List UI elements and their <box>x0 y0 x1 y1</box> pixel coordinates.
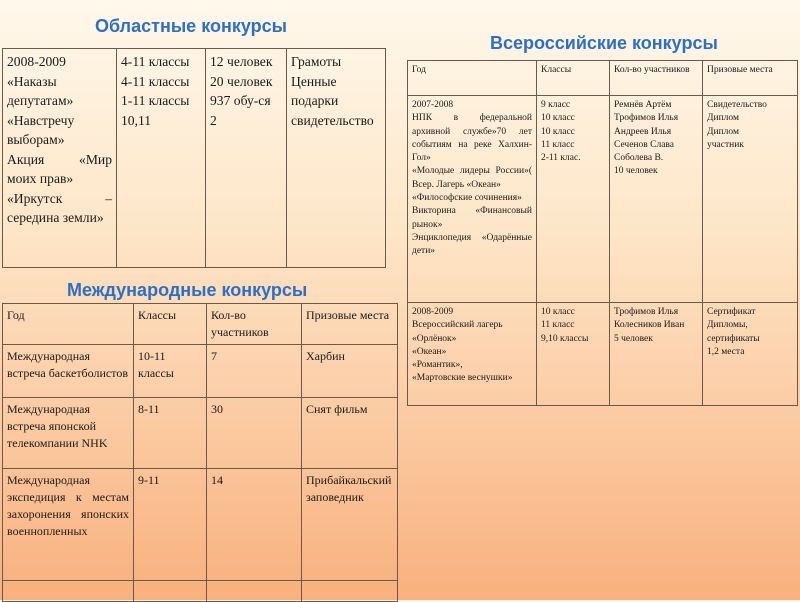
table-header-row <box>3 304 398 345</box>
table-cell: 9 класс 10 класс 10 класс 11 класс 2-11 клас. <box>537 96 610 303</box>
table-row <box>3 469 398 581</box>
table-cell: 14 <box>207 469 302 581</box>
table-row <box>408 96 798 303</box>
table-header-row <box>408 61 798 96</box>
table-cell: Ремнёв Артём Трофимов Илья Андреев Илья Сеченов Слава Соболева В. 10 человек <box>610 96 703 303</box>
table-row <box>3 581 398 602</box>
allrussian-contests-title: Всероссийские конкурсы <box>490 33 718 53</box>
table-cell: 2008-2009 Всероссийский лагерь «Орлёнок» «Океан» «Романтик», «Мартовские веснушки» <box>408 303 537 406</box>
table-cell <box>3 581 134 602</box>
table-cell: Грамоты Ценные подарки свидетельство <box>287 49 386 268</box>
allrussian-contests-table <box>407 60 798 406</box>
table-cell: 30 <box>207 398 302 469</box>
table-cell: Сертификат Дипломы, сертификаты 1,2 места <box>703 303 798 406</box>
table-cell: Снят фильм <box>302 398 398 469</box>
column-header: Год <box>3 304 134 345</box>
table-cell: Трофимов Илья Колесников Иван 5 человек <box>610 303 703 406</box>
column-header: Призовые места <box>302 304 398 345</box>
table-row <box>408 303 798 406</box>
table-cell: Международная экспедиция к местам захоронения японских военнопленных <box>3 469 134 581</box>
table-row <box>3 345 398 398</box>
table-row <box>3 398 398 469</box>
column-header: Кол-во участников <box>610 61 703 96</box>
table-cell: 10-11 классы <box>134 345 207 398</box>
column-header: Классы <box>537 61 610 96</box>
column-header: Кол-во участников <box>207 304 302 345</box>
table-cell <box>134 581 207 602</box>
table-cell <box>207 581 302 602</box>
table-cell: Международная встреча японской телекомпании NHK <box>3 398 134 469</box>
table-cell: 8-11 <box>134 398 207 469</box>
international-contests-title: Международные конкурсы <box>67 280 308 300</box>
table-cell: 10 класс 11 класс 9,10 классы <box>537 303 610 406</box>
column-header: Призовые места <box>703 61 798 96</box>
table-cell: Международная встреча баскетболистов <box>3 345 134 398</box>
table-row <box>3 49 386 268</box>
table-cell: 2007-2008 НПК в федеральной архивной службе»70 лет событиям на реке Халхин-Гол» «Молодые лидеры России»( Всер. Лагерь «Океан» «Философские сочинения» Викторина «Финансовый рынок» Энциклопедия «Одарённые дети» <box>408 96 537 303</box>
table-cell: 4-11 классы 4-11 классы 1-11 классы 10,11 <box>117 49 206 268</box>
table-cell: Харбин <box>302 345 398 398</box>
regional-contests-title: Областные конкурсы <box>95 16 287 36</box>
regional-contests-table <box>2 48 386 268</box>
table-cell <box>302 581 398 602</box>
table-cell: Свидетельство Диплом Диплом участник <box>703 96 798 303</box>
column-header: Год <box>408 61 537 96</box>
table-cell: 9-11 <box>134 469 207 581</box>
column-header: Классы <box>134 304 207 345</box>
table-cell: 7 <box>207 345 302 398</box>
table-cell: 12 человек 20 человек 937 обу-ся 2 <box>206 49 287 268</box>
table-cell: Прибайкальский заповедник <box>302 469 398 581</box>
table-cell: 2008-2009 «Наказы депутатам» «Навстречу выборам» Акция «Мир моих прав» «Иркутск – середина земли» <box>3 49 117 268</box>
international-contests-table <box>2 303 398 602</box>
